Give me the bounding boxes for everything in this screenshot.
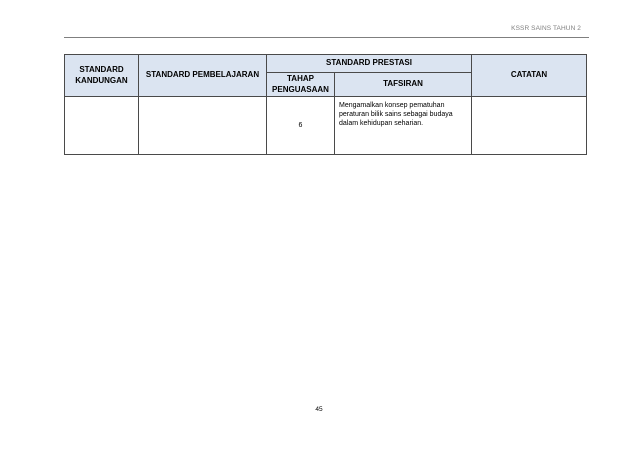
header-standard-pembelajaran: STANDARD PEMBELAJARAN [139,55,267,97]
cell-standard-pembelajaran [139,97,267,155]
cell-tahap-penguasaan: 6 [267,97,335,155]
header-divider [64,37,589,38]
cell-standard-kandungan [65,97,139,155]
header-standard-kandungan: STANDARD KANDUNGAN [65,55,139,97]
standard-prestasi-table [64,54,587,155]
table-row [65,97,587,155]
page-number: 45 [315,406,323,413]
running-header: KSSR SAINS TAHUN 2 [511,25,581,32]
cell-tafsiran: Mengamalkan konsep pematuhan peraturan bilik sains sebagai budaya dalam kehidupan seharian. [335,97,472,155]
header-catatan: CATATAN [472,55,587,97]
header-standard-prestasi: STANDARD PRESTASI [267,55,472,73]
header-tafsiran: TAFSIRAN [335,73,472,97]
cell-catatan [472,97,587,155]
header-tahap-penguasaan: TAHAP PENGUASAAN [267,73,335,97]
